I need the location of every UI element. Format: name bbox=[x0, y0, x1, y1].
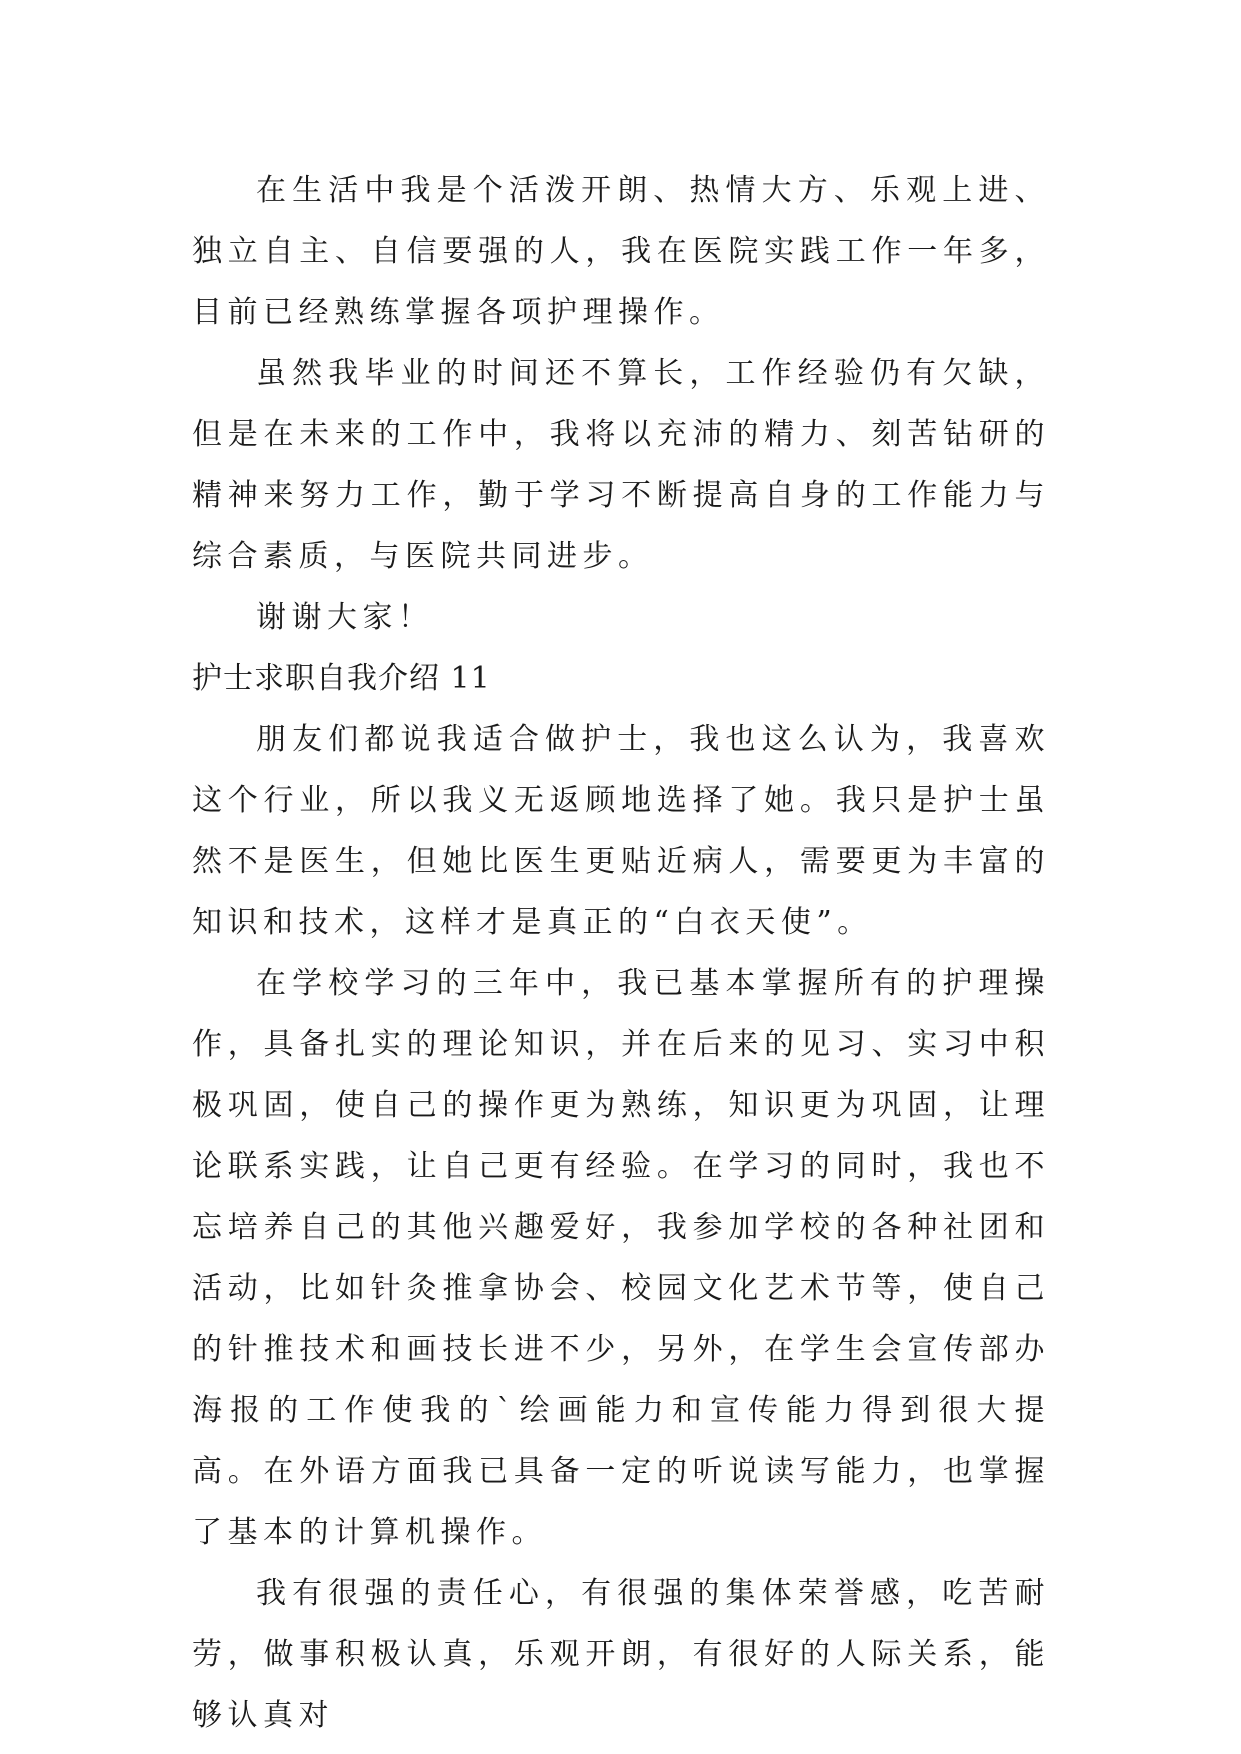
section-title: 护士求职自我介绍 11 bbox=[192, 661, 491, 696]
paragraph-responsibility: 我有很强的责任心，有很强的集体荣誉感，吃苦耐劳，做事积极认真，乐观开朗，有很好的人际关系，能够认真对 bbox=[192, 1576, 1050, 1733]
paragraph-school: 在学校学习的三年中，我已基本掌握所有的护理操作，具备扎实的理论知识，并在后来的见习、实习中积极巩固，使自己的操作更为熟练，知识更为巩固，让理论联系实践，让自己更有经验。在学习的同时，我也不忘培养自己的其他兴趣爱好，我参加学校的各种社团和活动，比如针灸推拿协会、校园文化艺术节等，使自己的针推技术和画技长进不少，另外，在学生会宣传部办海报的工作使我的`绘画能力和宣传能力得到很大提高。在外语方面我已具备一定的听说读写能力，也掌握了基本的计算机操作。 bbox=[192, 966, 1050, 1550]
paragraph-friends: 朋友们都说我适合做护士，我也这么认为，我喜欢这个行业，所以我义无返顾地选择了她。我只是护士虽然不是医生，但她比医生更贴近病人，需要更为丰富的知识和技术，这样才是真正的“白衣天使”。 bbox=[192, 722, 1050, 940]
paragraph-life: 在生活中我是个活泼开朗、热情大方、乐观上进、独立自主、自信要强的人，我在医院实践工作一年多，目前已经熟练掌握各项护理操作。 bbox=[192, 173, 1050, 330]
document-page bbox=[192, 160, 1050, 1746]
paragraph-thanks: 谢谢大家！ bbox=[256, 600, 434, 635]
paragraph-future-work: 虽然我毕业的时间还不算长，工作经验仍有欠缺，但是在未来的工作中，我将以充沛的精力、刻苦钻研的精神来努力工作，勤于学习不断提高自身的工作能力与综合素质，与医院共同进步。 bbox=[192, 356, 1050, 574]
